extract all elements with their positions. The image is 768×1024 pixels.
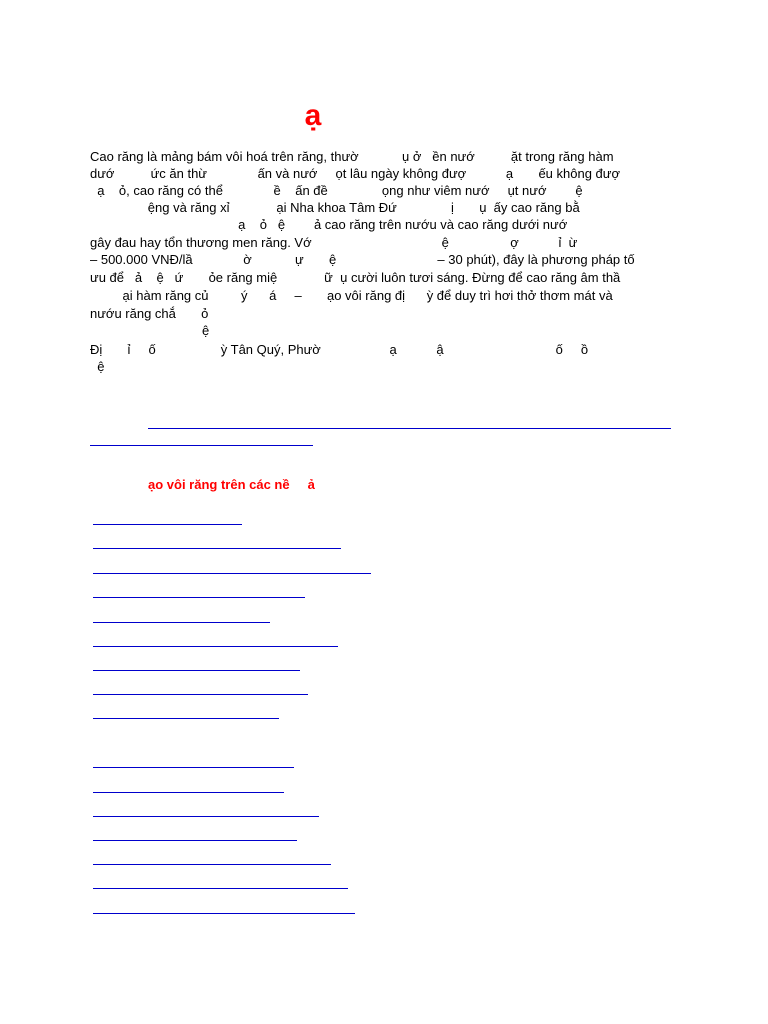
paragraph-line: ưu để ả ệ ứ ỏe răng miệ ữ ụ cười luôn tươi sáng. Đừng để cao răng âm thầ [90,270,621,285]
paragraph-line: ạ ỏ, cao răng có thể ề ấn đề ọng như viêm nướ ụt nướ ệ [90,183,583,198]
source-link[interactable] [148,428,671,429]
source-link-continued[interactable] [90,445,313,446]
related-link[interactable] [93,767,294,768]
related-link[interactable] [93,670,300,671]
related-link[interactable] [93,792,284,793]
related-link[interactable] [93,913,355,914]
related-link[interactable] [93,694,308,695]
paragraph-line: ạ ỏ ệ ả cao răng trên nướu và cao răng dưới nướ [90,217,568,232]
address-line: Đị ỉ ố ỳ Tân Quý, Phườ ạ ậ ố ồ [90,342,589,357]
section-heading: ạo vôi răng trên các nề ả [148,477,315,492]
paragraph-line: – 500.000 VNĐ/lầ ờ ự ệ – 30 phút), đây là phương pháp tố [90,252,635,267]
related-link[interactable] [93,840,297,841]
paragraph-line: gây đau hay tổn thương men răng. Vớ ệ ợ ỉ ừ [90,235,578,250]
related-link[interactable] [93,864,331,865]
page-title: ạ [304,99,322,132]
related-link[interactable] [93,646,338,647]
paragraph-line: ại hàm răng củ ý á – ạo vôi răng đị ỳ để duy trì hơi thở thơm mát và [90,288,613,303]
related-link[interactable] [93,888,348,889]
paragraph-line: nướu răng chắ ỏ [90,306,209,321]
related-link[interactable] [93,524,242,525]
related-link[interactable] [93,816,319,817]
paragraph-line: Cao răng là mảng bám vôi hoá trên răng, thườ ụ ở ền nướ ặt trong răng hàm [90,149,614,164]
related-link[interactable] [93,573,371,574]
related-link[interactable] [93,548,341,549]
address-line: ệ [90,359,105,374]
paragraph-line: dướ ức ăn thừ ấn và nướ ọt lâu ngày không đượ ạ ếu không đượ [90,166,621,181]
related-link[interactable] [93,622,270,623]
related-link[interactable] [93,718,279,719]
related-link[interactable] [93,597,305,598]
paragraph-line: ệ [90,323,210,338]
paragraph-line: ệng và răng xỉ ại Nha khoa Tâm Đứ ị ụ ấy cao răng bằ [90,200,580,215]
